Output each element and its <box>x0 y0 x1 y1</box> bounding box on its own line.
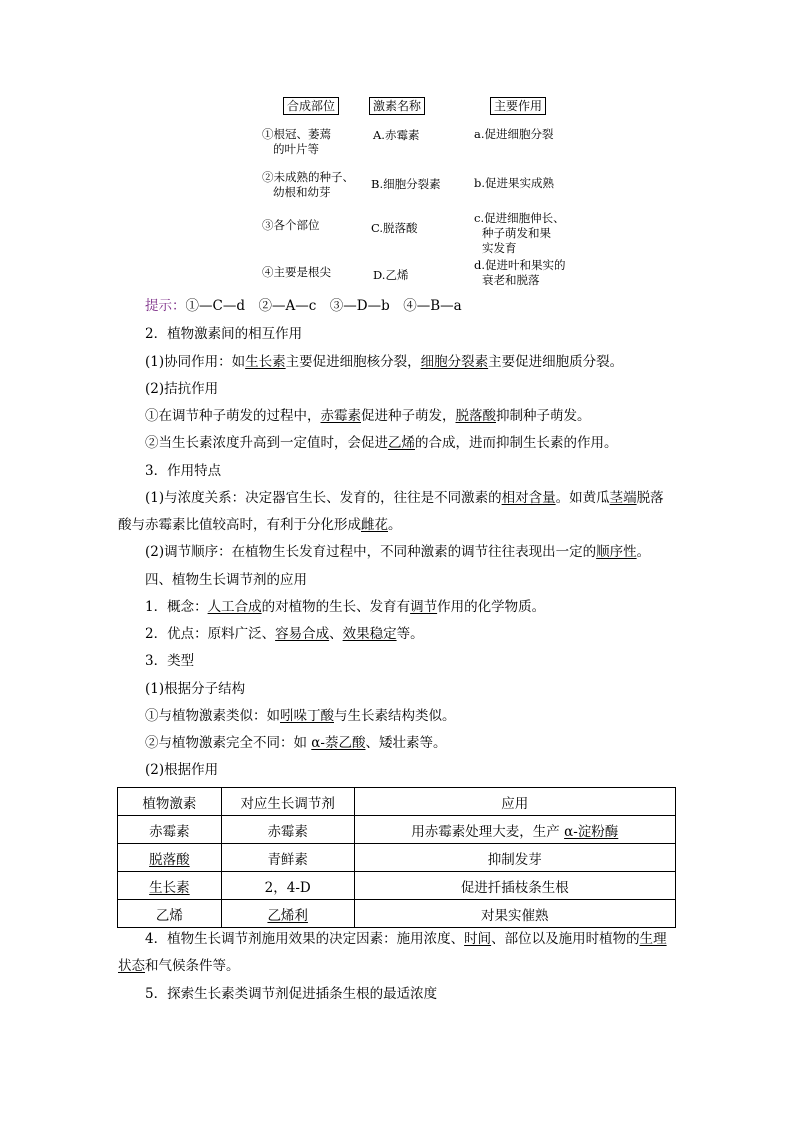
header-synthesis-site: 合成部位 <box>283 97 339 115</box>
s5-factors-line2: 状态和气候条件等。 <box>118 958 240 974</box>
table-header: 应用 <box>354 788 675 816</box>
s4-similar: ①与植物激素类似：如吲哚丁酸与生长素结构类似。 <box>145 708 456 724</box>
function-c-line2: 种子萌发和果 <box>482 226 551 240</box>
site-2-line2: 幼根和幼芽 <box>273 185 331 199</box>
s5-factors-line1: 4．植物生长调节剂施用效果的决定因素：施用浓度、时间、部位以及施用时植物的生理 <box>145 931 667 947</box>
table-header: 对应生长调节剂 <box>221 788 354 816</box>
table-cell: 对果实催熟 <box>354 900 675 928</box>
site-2-line1: ②未成熟的种子、 <box>262 170 354 184</box>
hormone-d: D.乙烯 <box>373 268 409 282</box>
s2-synergy: (1)协同作用：如生长素主要促进细胞核分裂，细胞分裂素主要促进细胞质分裂。 <box>145 354 624 370</box>
function-d-line1: d.促进叶和果实的 <box>474 258 566 272</box>
s4-types: 3．类型 <box>145 653 195 669</box>
site-1-line1: ①根冠、萎蔫 <box>262 127 331 141</box>
s3-title: 3．作用特点 <box>145 463 222 479</box>
function-b: b.促进果实成熟 <box>474 176 555 190</box>
site-3: ③各个部位 <box>262 218 320 232</box>
hint-label: 提示： <box>145 298 186 314</box>
table-cell: 2，4-D <box>221 872 354 900</box>
table-cell: 生长素 <box>118 872 222 900</box>
s2-antagonism-1: ①在调节种子萌发的过程中，赤霉素促进种子萌发，脱落酸抑制种子萌发。 <box>145 408 591 424</box>
s4-concept: 1．概念：人工合成的对植物的生长、发育有调节作用的化学物质。 <box>145 599 546 615</box>
s3-concentration-line2: 酸与赤霉素比值较高时，有利于分化形成雌花。 <box>118 517 402 533</box>
s2-antagonism-2: ②当生长素浓度升高到一定值时，会促进乙烯的合成，进而抑制生长素的作用。 <box>145 435 618 451</box>
function-c-line3: 实发育 <box>482 241 517 255</box>
table-row <box>118 816 676 844</box>
s2-antagonism-title: (2)拮抗作用 <box>145 381 219 397</box>
hint-answer: ①—C—d ②—A—c ③—D—b ④—B—a <box>185 298 462 314</box>
table-cell: 促进扦插枝条生根 <box>354 872 675 900</box>
table-cell: 赤霉素 <box>118 816 222 844</box>
table-cell: 脱落酸 <box>118 844 222 872</box>
hint-line <box>145 297 462 315</box>
s4-advantages: 2．优点：原料广泛、容易合成、效果稳定等。 <box>145 626 424 642</box>
site-1-line2: 的叶片等 <box>273 142 319 156</box>
s4-by-structure: (1)根据分子结构 <box>145 681 246 697</box>
table-cell: 抑制发芽 <box>354 844 675 872</box>
hormone-c: C.脱落酸 <box>371 221 418 235</box>
table-header: 植物激素 <box>118 788 222 816</box>
table-cell: 青鲜素 <box>221 844 354 872</box>
table-cell: 乙烯 <box>118 900 222 928</box>
table-row <box>118 900 676 928</box>
function-d-line2: 衰老和脱落 <box>482 273 540 287</box>
table-header-row <box>118 788 676 816</box>
table-cell: 乙烯利 <box>221 900 354 928</box>
s5-explore: 5．探索生长素类调节剂促进插条生根的最适浓度 <box>145 986 438 1002</box>
table-cell: 赤霉素 <box>221 816 354 844</box>
table-row <box>118 872 676 900</box>
s4-by-function: (2)根据作用 <box>145 762 219 778</box>
function-a: a.促进细胞分裂 <box>474 127 554 141</box>
s2-title: 2．植物激素间的相互作用 <box>145 326 303 342</box>
header-hormone-name: 激素名称 <box>369 97 425 115</box>
hormone-b: B.细胞分裂素 <box>371 177 441 191</box>
s3-order: (2)调节顺序：在植物生长发育过程中，不同种激素的调节往往表现出一定的顺序性。 <box>145 544 651 560</box>
header-main-function: 主要作用 <box>490 97 546 115</box>
table-row <box>118 844 676 872</box>
hormone-a: A.赤霉素 <box>373 128 420 142</box>
table-cell: 用赤霉素处理大麦，生产 α-淀粉酶 <box>354 816 675 844</box>
s4-different: ②与植物激素完全不同：如 α-萘乙酸、矮壮素等。 <box>145 735 447 751</box>
regulator-table <box>117 787 676 928</box>
site-4: ④主要是根尖 <box>262 265 331 279</box>
function-c-line1: c.促进细胞伸长、 <box>474 211 565 225</box>
s4-title: 四、植物生长调节剂的应用 <box>145 572 307 588</box>
s3-concentration-line1: (1)与浓度关系：决定器官生长、发育的，往往是不同激素的相对含量。如黄瓜茎端脱落 <box>145 490 664 506</box>
